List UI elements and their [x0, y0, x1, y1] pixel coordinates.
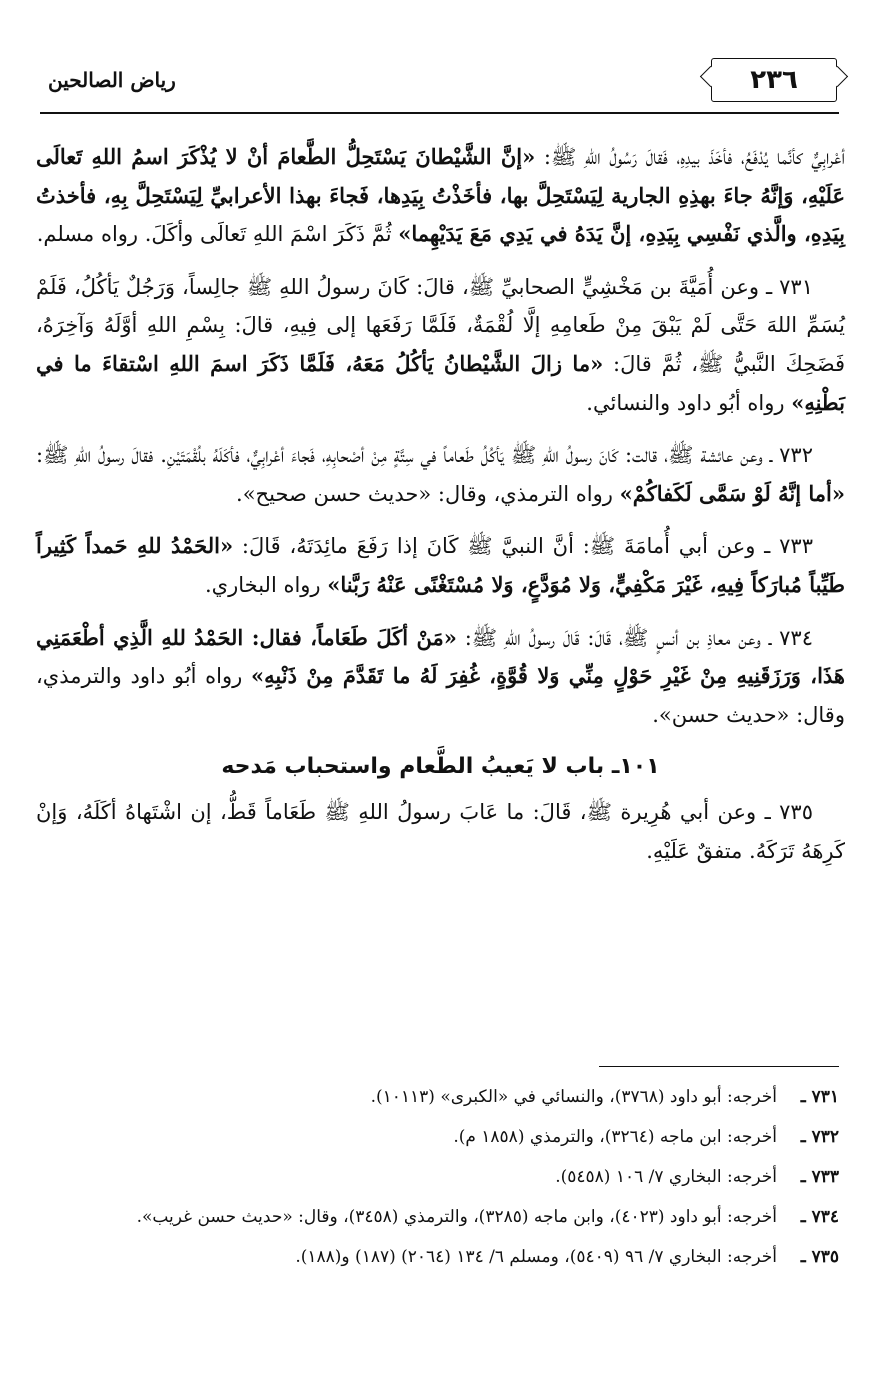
running-title: رياض الصالحين — [48, 68, 176, 92]
narration-text: ٧٣٣ ـ وعن أبي أُمامَةَ ﷺ: أنَّ النبيَّ ﷺ كَانَ إذا رَفَعَ مائِدَتَهُ، قَالَ: — [233, 534, 813, 559]
hadith-paragraph — [36, 619, 845, 735]
narration-text: رواه أبُو داود والترمذي، وقال: «حديث حسن». — [36, 664, 845, 727]
footnote-number: ٧٣٣ ـ — [800, 1167, 839, 1187]
hadith-paragraph — [36, 268, 845, 422]
hadith-paragraph — [36, 527, 845, 604]
narration-text: رواه البخاري. — [205, 572, 328, 597]
footnote-number: ٧٣٤ ـ — [800, 1207, 839, 1227]
footnote-text: أخرجه: أبو داود (٤٠٢٣)، وابن ماجه (٣٢٨٥)، والترمذي (٣٤٥٨)، وقال: «حديث حسن غريب». — [136, 1207, 777, 1227]
header-rule — [40, 112, 839, 114]
chapter-heading: ١٠١ـ باب لا يَعيبُ الطَّعام واستحباب مَدحه — [221, 754, 660, 780]
footnote-text: أخرجه: ابن ماجه (٣٢٦٤)، والترمذي (١٨٥٨ م). — [453, 1127, 777, 1147]
page-number-frame — [711, 58, 837, 102]
footnote-text: أخرجه: البخاري ٧/ ٩٦ (٥٤٠٩)، ومسلم ٦/ ١٣٤ (٢٠٦٤) (١٨٧) و(١٨٨). — [295, 1247, 777, 1267]
hadith-paragraph: ٧٣٥ ـ وعن أبي هُرِيرة ﷺ، قَالَ: ما عَابَ رسولُ اللهِ ﷺ طَعَاماً قَطُّ، إن اشْتَهاهُ أكَلَهُ، وَإنْ كَرِهَهُ تَرَكَهُ. متفقٌ عَلَيْهِ. — [36, 799, 845, 863]
hadith-paragraph — [36, 436, 845, 513]
prophetic-quote: «أما إنَّهُ لَوْ سَمَّى لَكَفاكُمْ» — [619, 480, 845, 506]
footnote-number: ٧٣٢ ـ — [800, 1127, 839, 1147]
narration-text: ثُمَّ ذَكَرَ اسْمَ اللهِ تَعالَى وأكَلَ. رواه مسلم. — [36, 222, 399, 247]
footnote — [36, 1202, 839, 1232]
footnote — [36, 1122, 839, 1152]
hadith-paragraph — [36, 138, 845, 254]
footnotes-rule — [599, 1066, 839, 1067]
page-header — [40, 52, 839, 114]
narration-text: أعْرابِيٌّ كأنَّما يُدْفَعُ، فأخَذَ بيدِهِ، فَقالَ رَسُولُ اللهِ ﷺ: — [535, 145, 845, 169]
page-number: ٢٣٦ — [750, 65, 798, 95]
narration-text: رواه الترمذي، وقال: «حديث حسن صحيح». — [236, 481, 620, 506]
prophetic-quote: «ما زالَ الشَّيْطانُ يَأكُلُ مَعَهُ، فَلَمَّا ذَكَرَ اسمَ اللهِ اسْتقاءَ ما في بَطْنِهِ» — [36, 350, 845, 415]
prophetic-quote: «إنَّ الشَّيْطانَ يَسْتَحِلُّ الطَّعامَ أنْ لا يُذْكَرَ اسمُ اللهِ تَعالَى عَلَيْهِ، وَإنَّهُ جاءَ بهذِهِ الجارية لِيَسْتَحِلَّ بها، فأخَذْتُ بِيَدِها، فَجاءَ بهذا الأعرابيِّ لِيَسْتَحِلَّ بِهِ، فأخذتُ بِيَدِهِ، والَّذي نَفْسِي بِيَدِهِ، إنَّ يَدَهُ في يَدِي مَعَ يَدَيْهِما» — [36, 144, 845, 247]
main-text — [36, 138, 845, 884]
narration-text: رواه أبُو داود والنسائي. — [586, 390, 792, 415]
narration-text: ٧٣٤ ـ وعن معاذِ بن أنسٍ ﷺ، قَالَ: قَالَ رسولُ اللهِ ﷺ: — [456, 625, 813, 650]
footnote-number: ٧٣١ ـ — [800, 1087, 839, 1107]
footnote-text: أخرجه: أبو داود (٣٧٦٨)، والنسائي في «الكبرى» (١٠١١٣). — [370, 1087, 777, 1107]
prophetic-quote: «مَنْ أكَلَ طَعَاماً، فقال: الحَمْدُ للهِ الَّذِي أطْعَمَنِي هَذَا، وَرَزَقَنِيهِ مِنْ غَيْرِ حَوْلٍ مِنِّي وَلا قُوَّةٍ، غُفِرَ لَهُ ما تَقَدَّمَ مِنْ ذَنْبِهِ» — [36, 624, 845, 689]
footnotes — [36, 1082, 839, 1282]
narration-text: ٧٣١ ـ وعن أُمَيَّةَ بن مَخْشِيٍّ الصحابيِّ ﷺ، قالَ: كَانَ رسولُ اللهِ ﷺ جالِساً، وَرَجُلٌ يَأكُلُ، فَلَمْ يُسَمِّ اللهَ حَتَّى لَمْ يَبْقَ مِنْ طَعامِهِ إلَّا لُقْمَةٌ، فَلَمَّا رَفَعَها إلى فِيهِ، قالَ: بِسْمِ اللهِ أوَّلَهُ وَآخِرَهُ، فَضَحِكَ النَّبيُّ ﷺ، ثُمَّ قالَ: — [36, 274, 845, 376]
narration-text: ٧٣٢ ـ وعن عائشة ﷺ، قالت: كَانَ رسولُ اللهِ ﷺ يَأكُلُ طَعاماً في سِتَّةٍ مِنْ أصْحابِهِ، فَجاءَ أعْرابِيٌّ، فأكَلَهُ بلُقْمَتَيْنِ. فقالَ رسولُ اللهِ ﷺ: — [36, 443, 813, 468]
footnote-number: ٧٣٥ ـ — [800, 1247, 839, 1267]
footnote — [36, 1242, 839, 1272]
footnote — [36, 1082, 839, 1112]
footnote-text: أخرجه: البخاري ٧/ ١٠٦ (٥٤٥٨). — [555, 1167, 777, 1187]
prophetic-quote: «الحَمْدُ للهِ حَمداً كَثِيراً طَيِّباً مُبارَكاً فِيهِ، غَيْرَ مَكْفِيٍّ، وَلا مُوَدَّعٍ، وَلا مُسْتَغْنًى عَنْهُ رَبَّنا» — [36, 533, 845, 597]
footnote — [36, 1162, 839, 1192]
